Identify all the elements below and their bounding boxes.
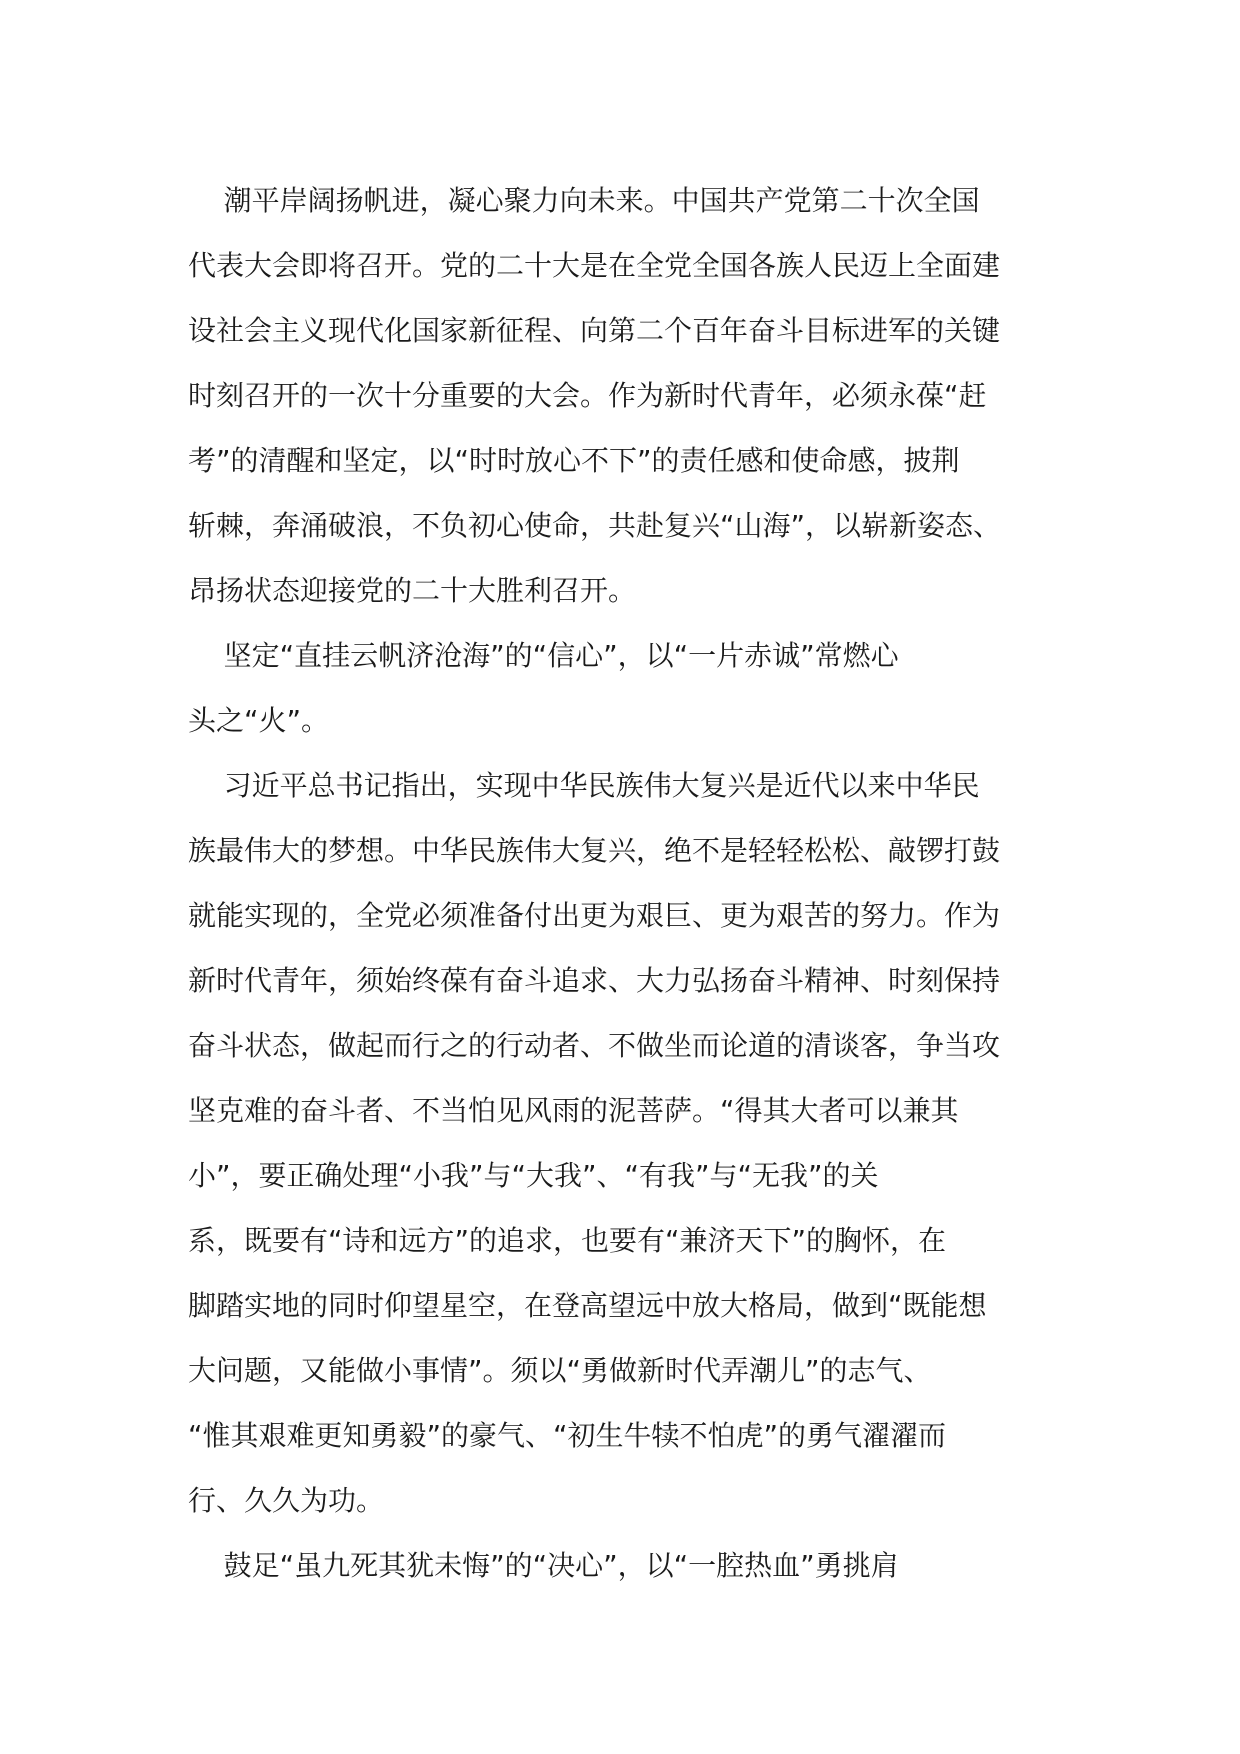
text-line: 脚踏实地的同时仰望星空，在登高望远中放大格局，做到“既能想 (188, 1289, 987, 1322)
text-line: 时刻召开的一次十分重要的大会。作为新时代青年，必须永葆“赶 (188, 379, 987, 412)
text-line: 坚定“直挂云帆济沧海”的“信心”，以“一片赤诚”常燃心 (188, 639, 899, 672)
text-line: 行、久久为功。 (188, 1484, 385, 1517)
text-line: 设社会主义现代化国家新征程、向第二个百年奋斗目标进军的关键 (188, 314, 1001, 347)
text-line: 潮平岸阔扬帆进，凝心聚力向未来。中国共产党第二十次全国 (188, 184, 980, 217)
document-body (188, 168, 1058, 1598)
text-line: 小”，要正确处理“小我”与“大我”、“有我”与“无我”的关 (188, 1159, 879, 1192)
text-line: 奋斗状态，做起而行之的行动者、不做坐而论道的清谈客，争当攻 (188, 1029, 1001, 1062)
text-line: 就能实现的，全党必须准备付出更为艰巨、更为艰苦的努力。作为 (188, 899, 1001, 932)
text-line: 鼓足“虽九死其犹未悔”的“决心”，以“一腔热血”勇挑肩 (188, 1549, 899, 1582)
text-line: “惟其艰难更知勇毅”的豪气、“初生牛犊不怕虎”的勇气濯濯而 (188, 1419, 947, 1452)
text-line: 大问题，又能做小事情”。须以“勇做新时代弄潮儿”的志气、 (188, 1354, 932, 1387)
text-line: 习近平总书记指出，实现中华民族伟大复兴是近代以来中华民 (188, 769, 980, 802)
text-line: 昂扬状态迎接党的二十大胜利召开。 (188, 574, 637, 607)
text-line: 考”的清醒和坚定，以“时时放心不下”的责任感和使命感，披荆 (188, 444, 960, 477)
text-line: 头之“火”。 (188, 704, 330, 737)
text-line: 坚克难的奋斗者、不当怕见风雨的泥菩萨。“得其大者可以兼其 (188, 1094, 959, 1127)
text-line: 系，既要有“诗和远方”的追求，也要有“兼济天下”的胸怀，在 (188, 1224, 947, 1257)
text-line: 斩棘，奔涌破浪，不负初心使命，共赴复兴“山海”，以崭新姿态、 (188, 509, 1002, 542)
text-line: 代表大会即将召开。党的二十大是在全党全国各族人民迈上全面建 (188, 249, 1001, 282)
text-line: 族最伟大的梦想。中华民族伟大复兴，绝不是轻轻松松、敲锣打鼓 (188, 834, 1001, 867)
text-line: 新时代青年，须始终葆有奋斗追求、大力弘扬奋斗精神、时刻保持 (188, 964, 1001, 997)
